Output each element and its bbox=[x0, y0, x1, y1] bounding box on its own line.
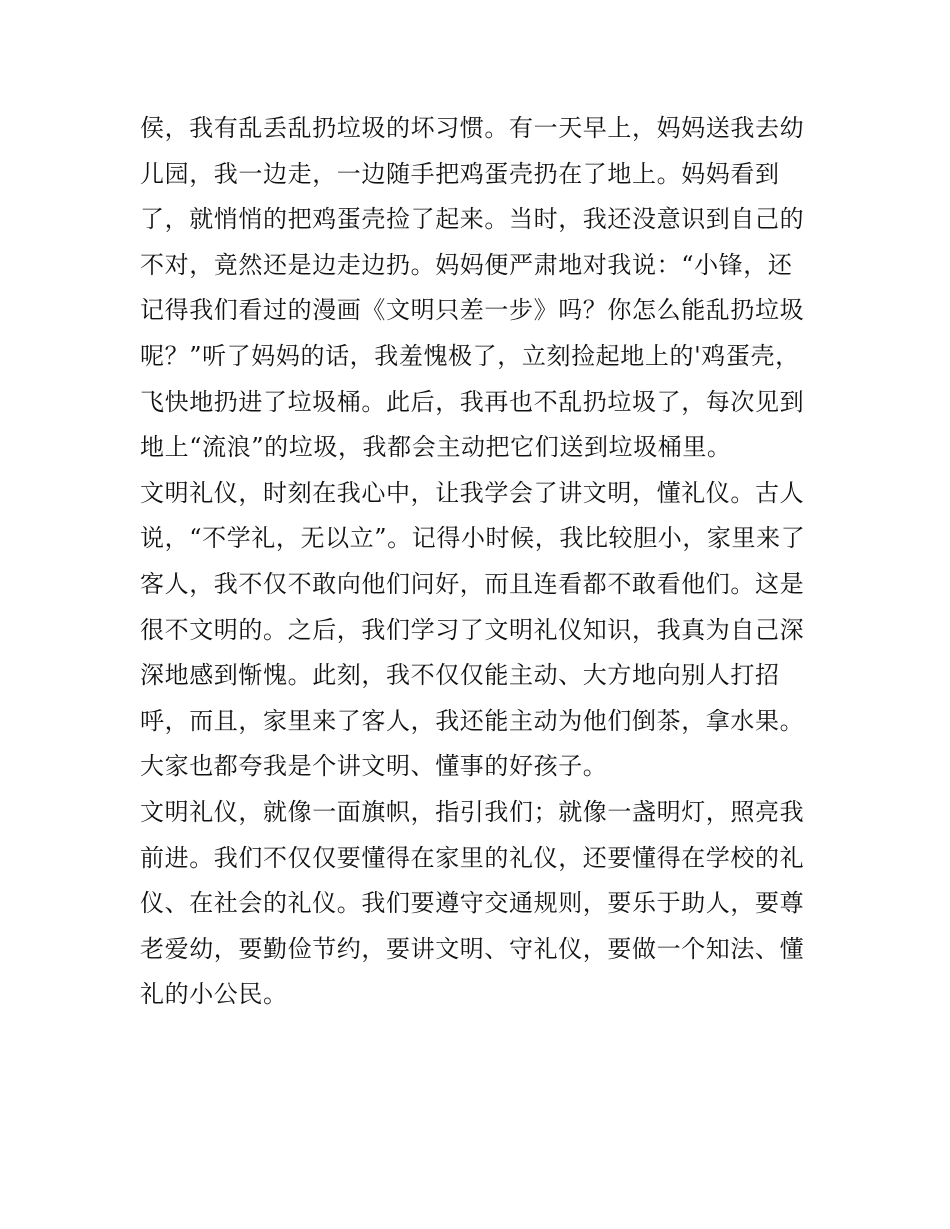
document-body bbox=[140, 106, 820, 1018]
text-line: 呢？”听了妈妈的话，我羞愧极了，立刻捡起地上的'鸡蛋壳， bbox=[140, 341, 800, 370]
text-line: 地上“流浪”的垃圾，我都会主动把它们送到垃圾桶里。 bbox=[140, 433, 732, 462]
text-line: 了，就悄悄的把鸡蛋壳捡了起来。当时，我还没意识到自己的 bbox=[140, 205, 805, 234]
paragraph-2 bbox=[140, 471, 820, 790]
text-line: 客人，我不仅不敢向他们问好，而且连看都不敢看他们。这是 bbox=[140, 569, 805, 598]
text-line: 前进。我们不仅仅要懂得在家里的礼仪，还要懂得在学校的礼 bbox=[140, 843, 805, 872]
text-line: 不对，竟然还是边走边扔。妈妈便严肃地对我说：“小锋，还 bbox=[140, 250, 793, 279]
text-line: 记得我们看过的漫画《文明只差一步》吗？你怎么能乱扔垃圾 bbox=[140, 296, 805, 325]
text-line: 儿园，我一边走，一边随手把鸡蛋壳扔在了地上。妈妈看到 bbox=[140, 159, 780, 188]
text-line: 呼，而且，家里来了客人，我还能主动为他们倒茶，拿水果。 bbox=[140, 706, 805, 735]
text-line: 侯，我有乱丢乱扔垃圾的坏习惯。有一天早上，妈妈送我去幼 bbox=[140, 114, 805, 142]
text-line: 大家也都夸我是个讲文明、懂事的好孩子。 bbox=[140, 752, 608, 781]
text-line: 老爱幼，要勤俭节约，要讲文明、守礼仪，要做一个知法、懂 bbox=[140, 934, 805, 963]
text-line: 飞快地扔进了垃圾桶。此后，我再也不乱扔垃圾了，每次见到 bbox=[140, 387, 805, 416]
text-line: 深地感到惭愧。此刻，我不仅仅能主动、大方地向别人打招 bbox=[140, 661, 780, 690]
text-line: 礼的小公民。 bbox=[140, 980, 288, 1009]
text-line: 文明礼仪，时刻在我心中，让我学会了讲文明，懂礼仪。古人 bbox=[140, 478, 805, 507]
paragraph-1 bbox=[140, 106, 820, 471]
text-line: 仪、在社会的礼仪。我们要遵守交通规则，要乐于助人，要尊 bbox=[140, 889, 805, 918]
paragraph-3 bbox=[140, 790, 820, 1018]
text-line: 说，“不学礼，无以立”。记得小时候，我比较胆小，家里来了 bbox=[140, 524, 806, 553]
text-line: 很不文明的。之后，我们学习了文明礼仪知识，我真为自己深 bbox=[140, 615, 805, 644]
text-line: 文明礼仪，就像一面旗帜，指引我们；就像一盏明灯，照亮我 bbox=[140, 797, 805, 826]
